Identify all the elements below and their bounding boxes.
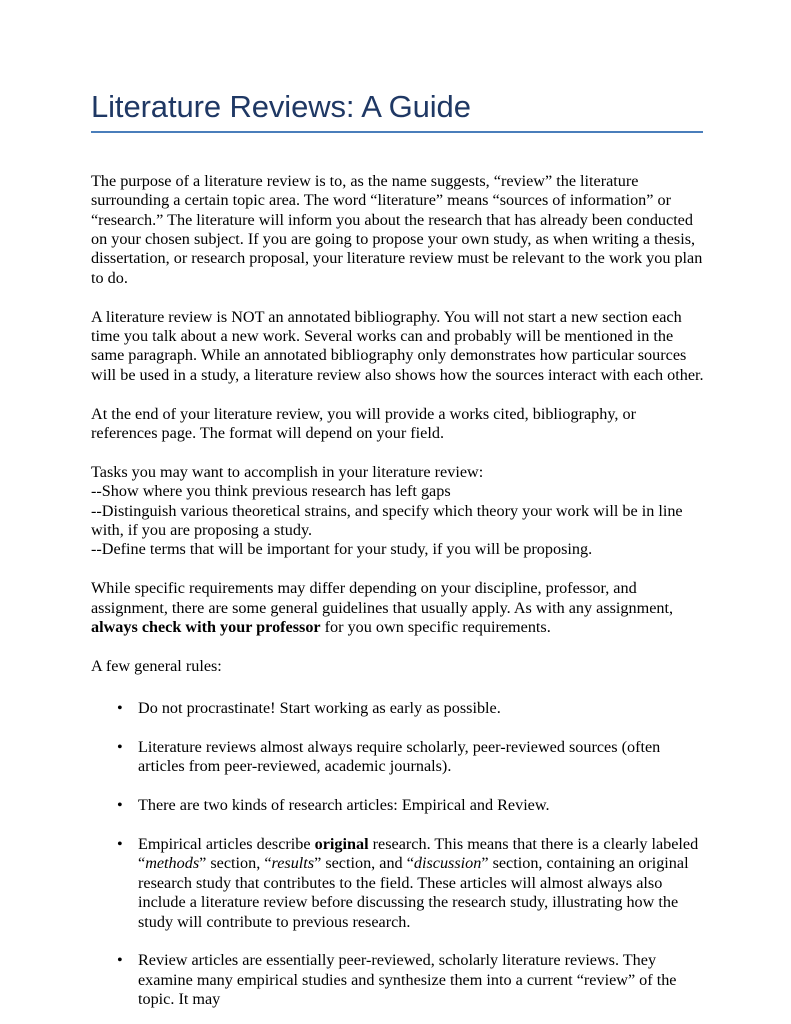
list-item [91,796,704,815]
list-item-text: Do not procrastinate! Start working as early as possible. [138,699,501,718]
list-item [91,951,704,1009]
list-item-emphasis-original: original [314,835,369,854]
bullet-point-icon: • [117,951,123,970]
bullet-point-icon: • [117,738,123,757]
list-item-italic-methods: methods [145,854,200,873]
bullet-point-icon: • [117,699,123,718]
tasks-intro: Tasks you may want to accomplish in your literature review: [91,462,484,481]
task-item-theoretical-strains: --Distinguish various theoretical strains, and specify which theory your work will be in line with, if you are proposing a study. [91,501,683,540]
list-item [91,699,704,718]
spacer [91,385,704,404]
spacer [91,152,704,171]
task-item-define-terms: --Define terms that will be important for your study, if you will be proposing. [91,540,593,559]
guidelines-emphasis: always check with your professor [91,618,321,637]
list-item-text-segment: Empirical articles describe [138,835,315,854]
spacer [91,560,704,579]
paragraph-not-annotated-bibliography: A literature review is NOT an annotated bibliography. You will not start a new section each time you talk about a new work. Several works can and probably will be mentioned in the same paragraph. While an annotated bibliography only demonstrates how particular sources will be used in a study, a literature review also shows how the sources interact with each other. [91,307,704,384]
list-item-text-segment: research. This means that there is a clearly labeled “ [138,835,699,873]
list-item-italic-discussion: discussion [413,854,482,873]
list-item-text: Literature reviews almost always require scholarly, peer-reviewed sources (often articles from peer-reviewed, academic journals). [138,738,661,776]
paragraph-works-cited: At the end of your literature review, you will provide a works cited, bibliography, or references page. The format will depend on your field. [91,404,636,443]
spacer [91,443,704,462]
list-item-italic-results: results [271,854,315,873]
paragraph-purpose: The purpose of a literature review is to, as the name suggests, “review” the literature surrounding a certain topic area. The word “literature” means “sources of information” or “research.” The literature will inform you about the research that has already been conducted on your chosen subject. If you are going to propose your own study, as when writing a thesis, dissertation, or research proposal, your literature review must be relevant to the work you plan to do. [91,171,703,287]
bullet-point-icon: • [117,796,123,815]
list-item-text: Review articles are essentially peer-reviewed, scholarly literature reviews. They examine many empirical studies and synthesize them into a current “review” of the topic. It may [138,951,677,1009]
general-rules-list [91,699,704,1009]
page-title: Literature Reviews: A Guide [91,89,471,124]
guidelines-text-lead: While specific requirements may differ depending on your discipline, professor, and assignment, there are some general guidelines that usually apply. As with any assignment, [91,579,674,617]
spacer [91,288,704,307]
list-item-text-segment: ” section, “ [199,854,272,873]
list-item-text-segment: ” section, and “ [314,854,414,873]
bullet-point-icon: • [117,835,123,854]
guidelines-text-tail: for you own specific requirements. [320,618,551,637]
list-item [91,738,704,777]
spacer [91,133,704,152]
list-item-text: There are two kinds of research articles: Empirical and Review. [138,796,550,815]
list-item [91,835,704,932]
document-content [91,88,704,1010]
spacer [91,637,704,656]
spacer [91,676,704,699]
rules-intro: A few general rules: [91,656,222,675]
task-item-gaps: --Show where you think previous research has left gaps [91,482,451,501]
paragraph-general-guidelines [91,579,704,637]
list-item-text-segment: ” section, containing an original research study that contributes to the field. These articles will almost always also include a literature review before discussing the research study, illustrating how the study will contribute to previous research. [138,854,689,931]
